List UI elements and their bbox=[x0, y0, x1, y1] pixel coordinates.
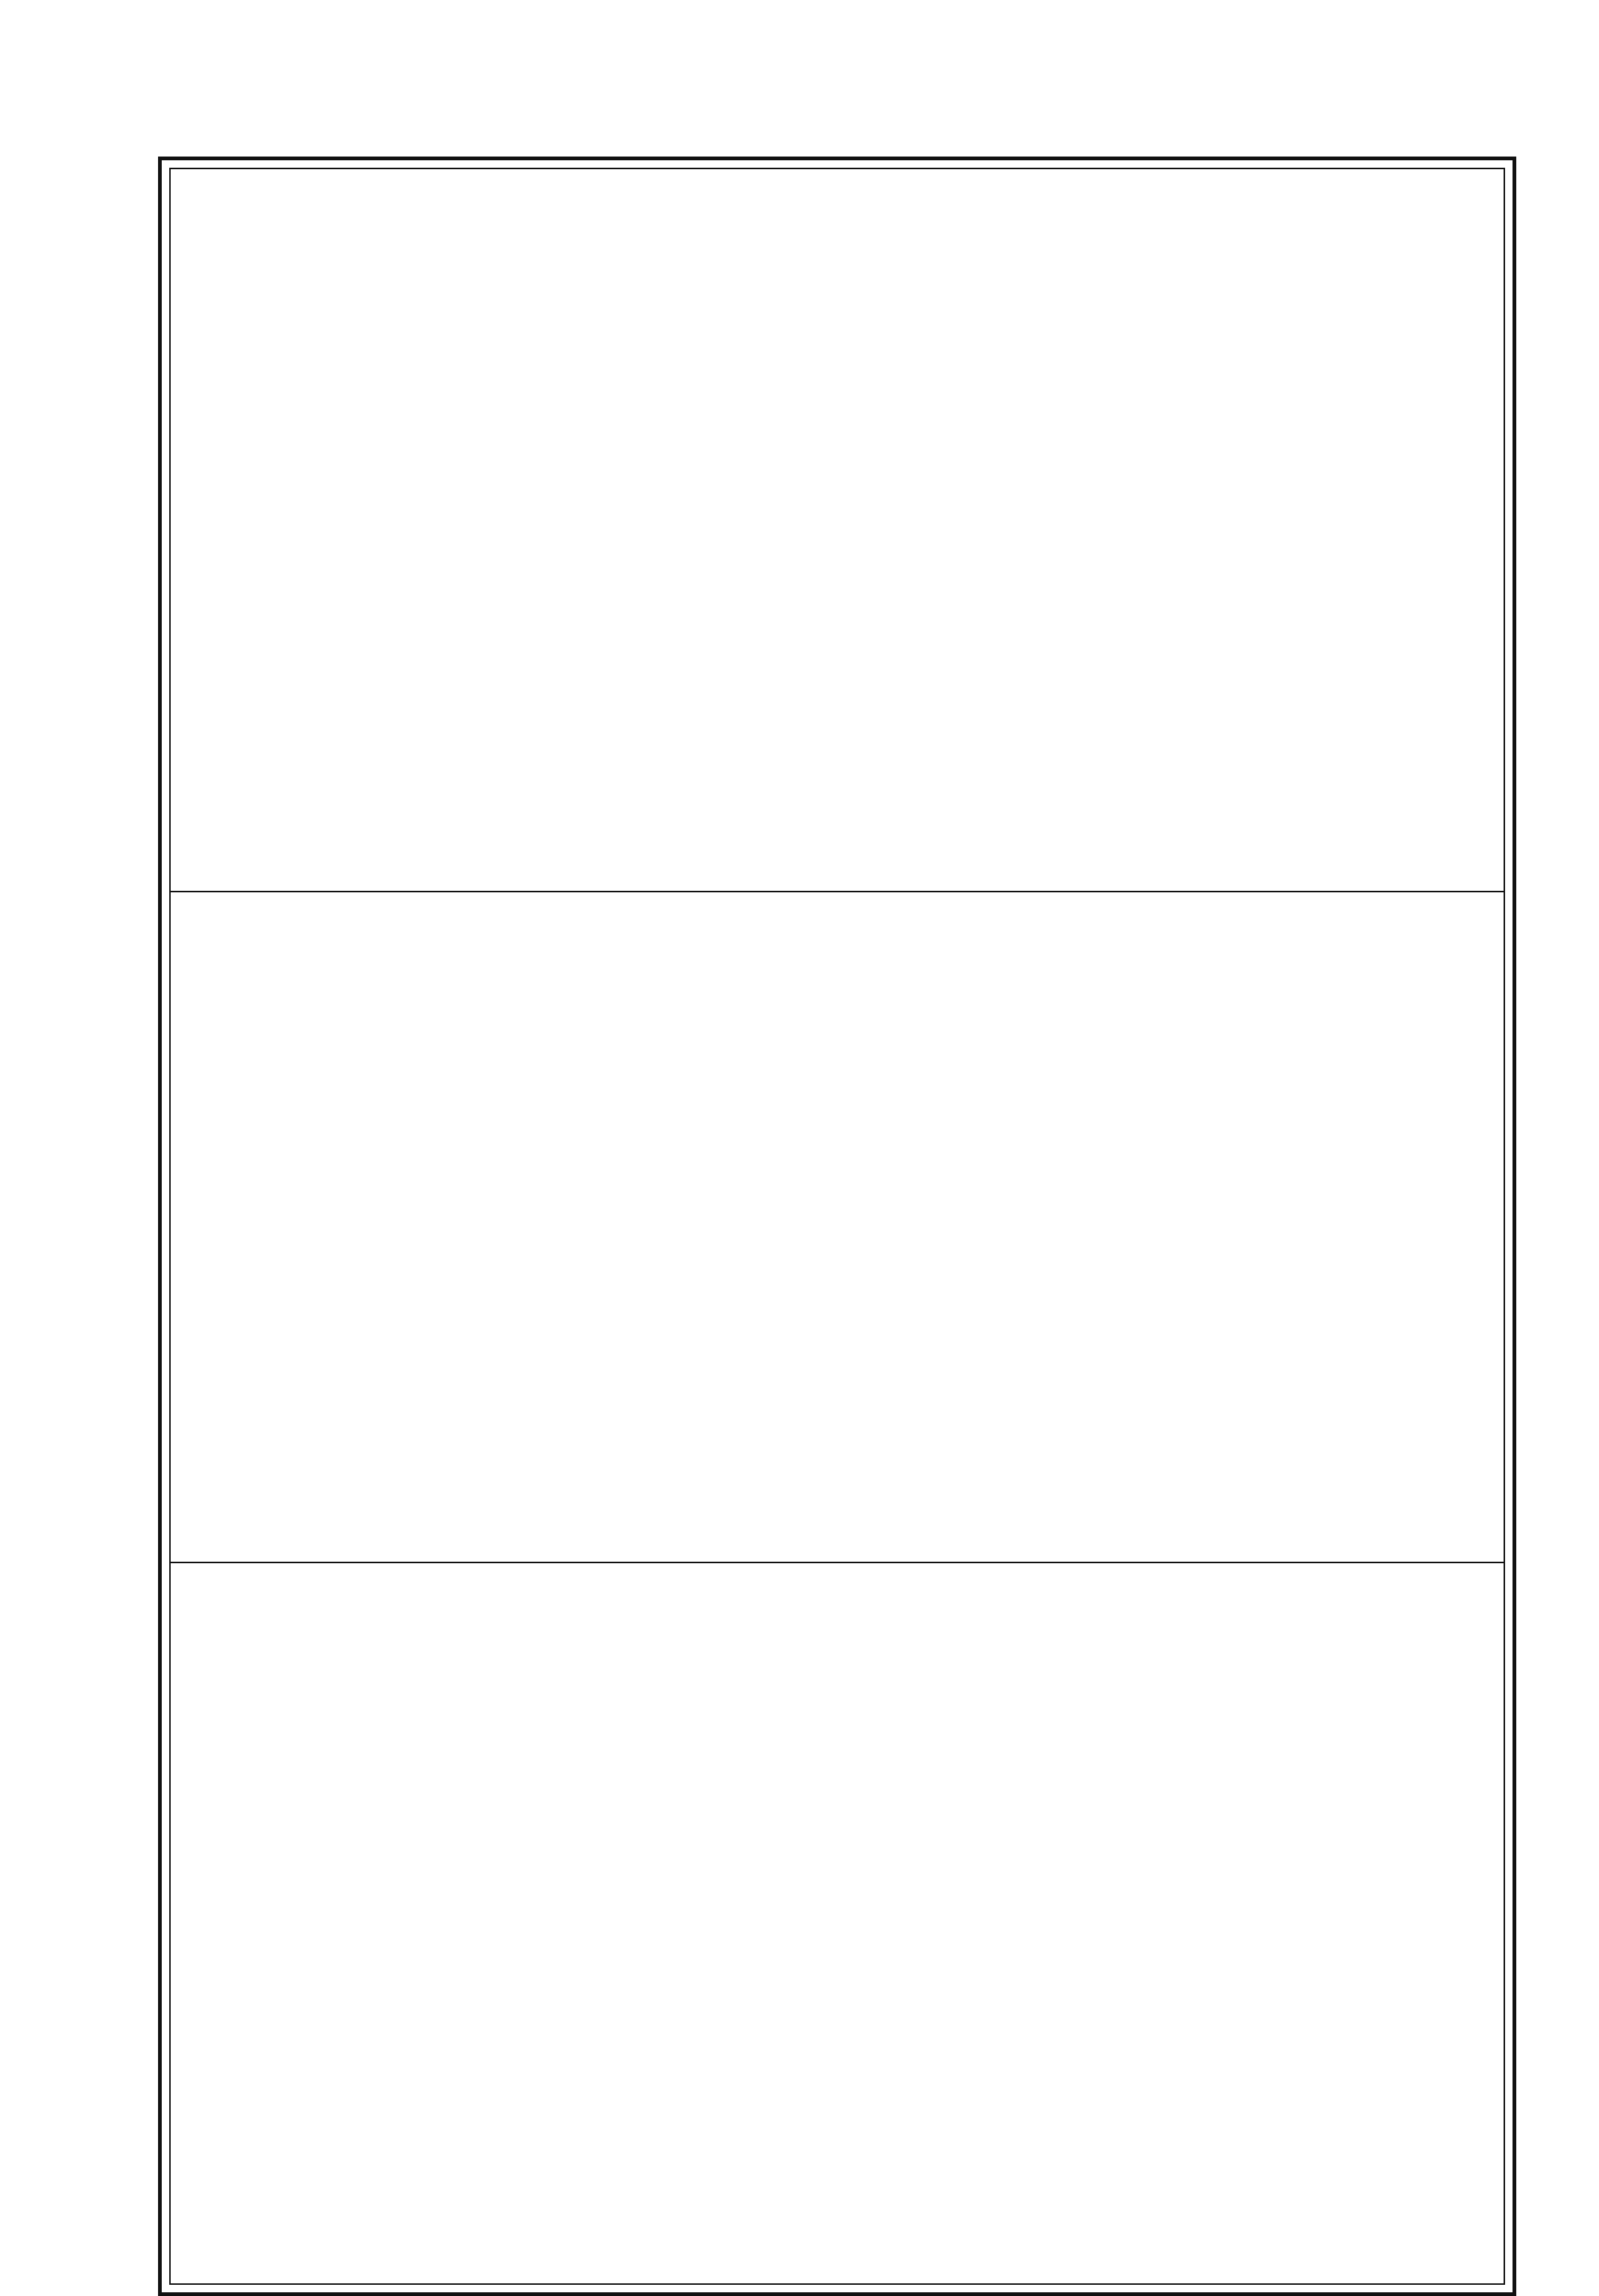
page-frame bbox=[158, 157, 1516, 2296]
top-text-block bbox=[201, 184, 1481, 885]
section-divider-1 bbox=[171, 891, 1504, 892]
inner-frame bbox=[169, 168, 1505, 2285]
section-divider-2 bbox=[171, 1562, 1504, 1563]
bottom-text-block bbox=[201, 1571, 1481, 2271]
middle-text-block bbox=[201, 900, 1481, 1556]
